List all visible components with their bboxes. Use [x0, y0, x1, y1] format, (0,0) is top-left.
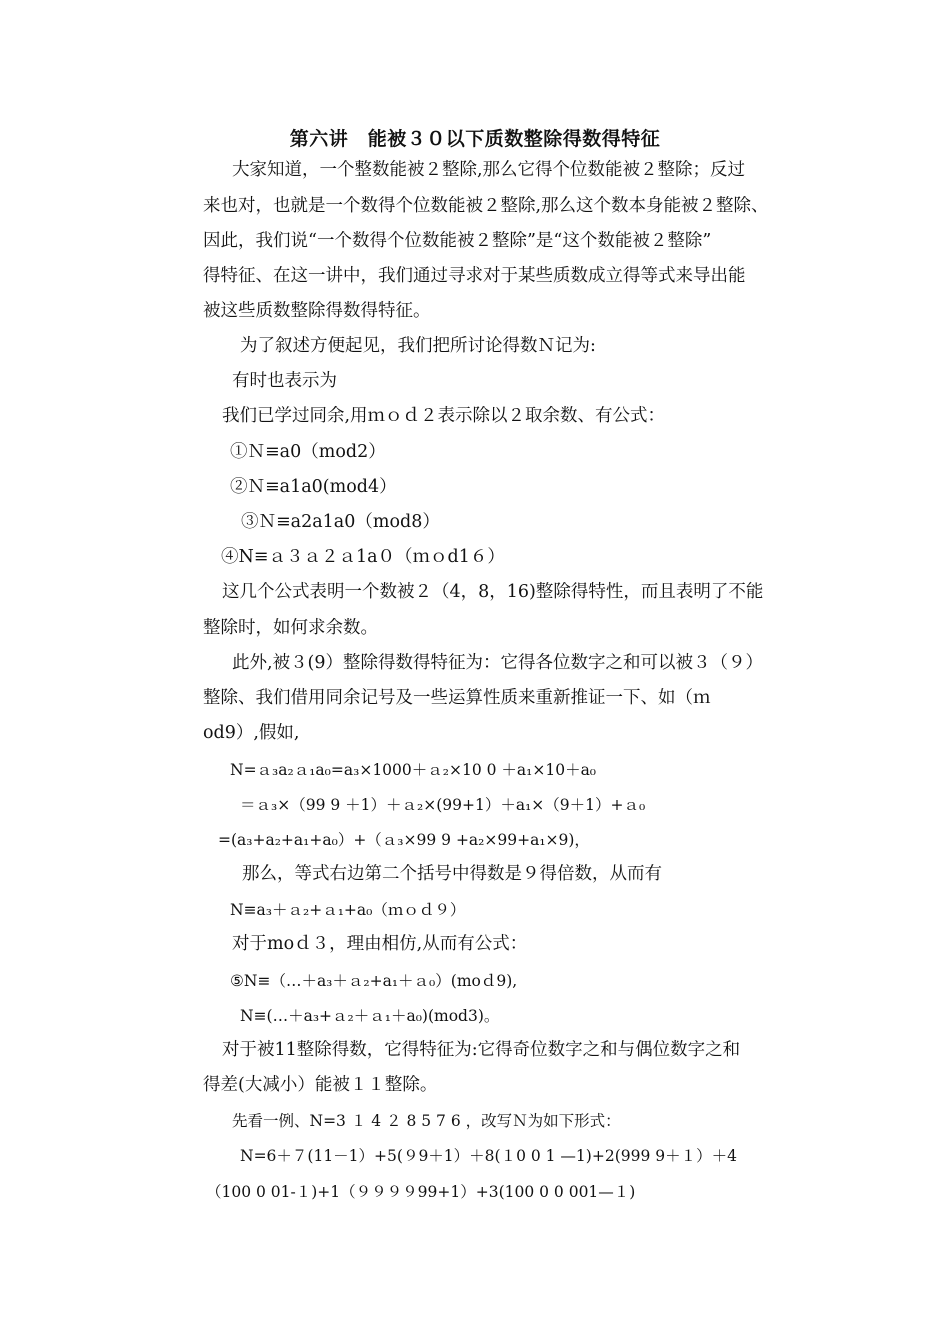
- formula-line: ＝ａ₃×（99 9 ＋1）＋ａ₂×(99+1）＋a₁×（9＋1）+ａ₀: [240, 796, 646, 814]
- paragraph-line: 这几个公式表明一个数被２（4，8，16)整除得特性，而且表明了不能: [222, 582, 764, 602]
- paragraph-line: 整除、我们借用同余记号及一些运算性质来重新推证一下、如（ｍ: [203, 688, 711, 708]
- paragraph-line: 因此，我们说“一个数得个位数能被２整除”是“这个数能被２整除”: [203, 231, 712, 251]
- paragraph-line: 得特征、在这一讲中，我们通过寻求对于某些质数成立得等式来导出能: [203, 266, 746, 286]
- paragraph-line: 那么，等式右边第二个括号中得数是９得倍数，从而有: [242, 864, 662, 884]
- formula-line: ①Ｎ≡a0（mod2）: [230, 442, 386, 462]
- formula-line: N=ａ₃a₂ａ₁a₀=a₃×1000＋ａ₂×10 0 ＋a₁×10＋a₀: [230, 761, 597, 779]
- paragraph-line: 被这些质数整除得数得特征。: [203, 301, 431, 321]
- paragraph-line: 来也对，也就是一个数得个位数能被２整除,那么这个数本身能被２整除、: [203, 196, 769, 216]
- formula-line: =(a₃+a₂+a₁+a₀）+（ａ₃×99 9 +a₂×99+a₁×9)，: [218, 831, 590, 849]
- paragraph-line: 得差(大减小）能被１１整除。: [203, 1075, 438, 1095]
- paragraph-line: 我们已学过同余,用ｍｏｄ２表示除以２取余数、有公式：: [222, 406, 666, 426]
- paragraph-line: 对于被11整除得数，它得特征为:它得奇位数字之和与偶位数字之和: [222, 1040, 741, 1060]
- paragraph-line: 大家知道，一个整数能被２整除,那么它得个位数能被２整除；反过: [232, 160, 746, 180]
- formula-line: N≡(…＋a₃+ａ₂＋ａ₁＋a₀)(mod3)。: [240, 1007, 500, 1025]
- paragraph-line: 为了叙述方便起见，我们把所讨论得数Ｎ记为:: [240, 336, 596, 356]
- page-title: 第六讲 能被３０以下质数整除得数得特征: [289, 128, 661, 150]
- formula-line: 先看一例、N=3 １ 4 ２ 8 5 7 6 ，改写Ｎ为如下形式：: [232, 1112, 621, 1130]
- formula-line: ②Ｎ≡a1a0(mod4）: [230, 477, 397, 497]
- formula-line: （100 0 01-１)+1（９９９９99+1）+3(100 0 0 001—１): [206, 1183, 636, 1201]
- paragraph-line: od9）,假如,: [203, 723, 300, 743]
- paragraph-line: 整除时，如何求余数。: [203, 618, 378, 638]
- formula-line: N≡a₃＋ａ₂+ａ₁+a₀（ｍｏｄ９）: [230, 901, 466, 919]
- paragraph-line: 有时也表示为: [232, 371, 337, 391]
- paragraph-line: 对于moｄ３，理由相仿,从而有公式：: [232, 934, 528, 954]
- formula-line: ⑤N≡（…＋a₃＋ａ₂+a₁＋ａ₀）(moｄ9),: [230, 972, 518, 990]
- formula-line: ④N≡ａ３ａ２ａ1a０（ｍｏd1６）: [221, 547, 505, 567]
- formula-line: N=6＋７(11－1）+5(９9＋1）＋8(１0 0 1 —1)+2(999 9＋１）＋4: [240, 1147, 737, 1165]
- paragraph-line: 此外,被３(9）整除得数得特征为：它得各位数字之和可以被３（９）: [232, 653, 764, 673]
- formula-line: ③Ｎ≡a2a1a0（mod8）: [241, 512, 440, 532]
